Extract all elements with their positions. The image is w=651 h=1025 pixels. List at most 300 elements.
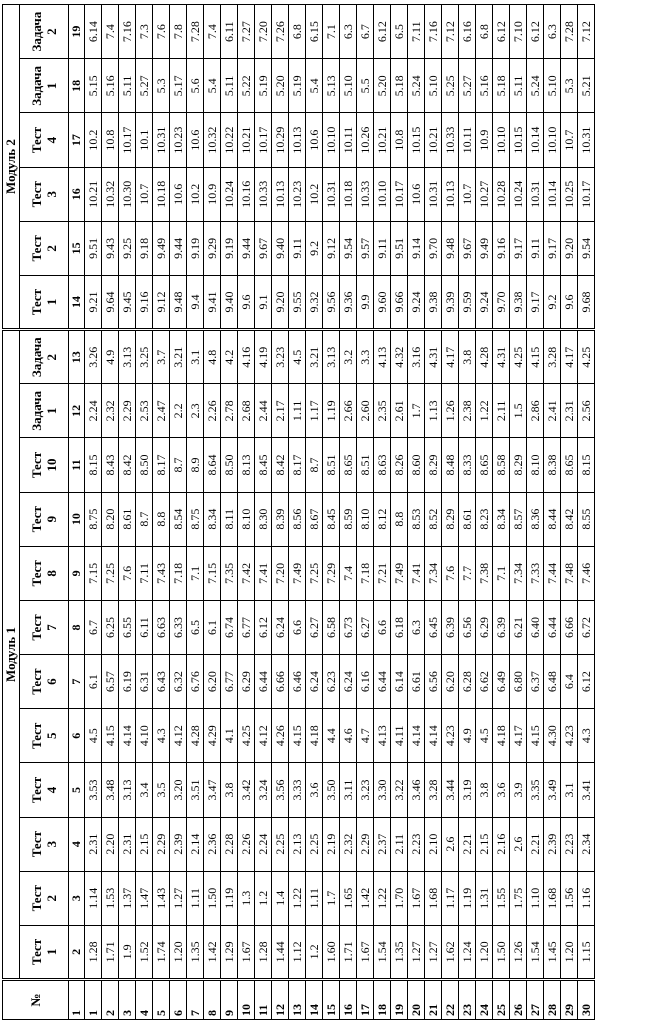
row-number: 20 [408,980,425,1020]
table-cell: 1.22 [289,871,306,925]
table-cell: 6.61 [408,655,425,709]
table-cell: 8.9 [187,438,204,492]
table-cell: 1.20 [561,925,578,979]
table-cell: 9.19 [221,221,238,275]
table-cell: 2.31 [561,384,578,438]
table-cell: 10.9 [476,113,493,167]
column-header [20,59,69,113]
table-cell: 6.49 [493,655,510,709]
table-cell: 10.13 [442,167,459,221]
table-cell: 9.25 [119,221,136,275]
table-cell: 3.7 [153,330,170,384]
table-cell: 8.58 [493,438,510,492]
table-cell: 2.56 [578,384,595,438]
table-cell: 5.22 [238,59,255,113]
table-cell: 8.63 [374,438,391,492]
table-cell: 8.42 [119,438,136,492]
table-cell: 1.27 [408,925,425,979]
table-cell: 9.12 [323,221,340,275]
table-cell: 10.17 [578,167,595,221]
table-cell: 10.17 [119,113,136,167]
table-cell: 8.34 [493,492,510,546]
row-number: 15 [323,980,340,1020]
table-cell: 9.6 [238,275,255,329]
table-cell: 4.19 [255,330,272,384]
table-cell: 8.8 [153,492,170,546]
table-cell: 10.25 [561,167,578,221]
table-cell: 10.26 [357,113,374,167]
table-cell: 5.10 [544,59,561,113]
table-cell: 6.27 [306,600,323,654]
table-cell: 1.67 [408,871,425,925]
table-cell: 6.1 [204,600,221,654]
column-header-number: 2 [44,245,59,252]
table-cell: 8.8 [391,492,408,546]
table-cell: 3.3 [357,330,374,384]
table-cell: 9.70 [493,275,510,329]
column-header-number: 5 [44,732,59,740]
table-cell: 7.1 [323,5,340,59]
table-cell: 8.50 [221,438,238,492]
table-cell: 10.6 [408,167,425,221]
table-cell: 8.12 [374,492,391,546]
table-cell: 1.50 [204,871,221,925]
table-cell: 6.31 [136,655,153,709]
table-cell: 6.5 [187,600,204,654]
table-cell: 5.27 [136,59,153,113]
table-cell: 1.2 [306,925,323,979]
table-cell: 8.38 [544,438,561,492]
table-cell: 2.31 [85,817,102,871]
table-cell: 7.6 [442,546,459,600]
table-cell: 8.45 [323,492,340,546]
table-cell: 9.40 [221,275,238,329]
column-header-title: Тест [29,614,44,641]
row-number: 8 [204,980,221,1020]
table-cell: 6.44 [374,655,391,709]
table-cell: 9.43 [102,221,119,275]
table-cell: 10.17 [255,113,272,167]
table-cell: 8.20 [102,492,119,546]
table-cell: 6.44 [544,600,561,654]
table-cell: 1.7 [323,871,340,925]
table-cell: 1.71 [102,925,119,979]
table-row [425,5,442,1020]
table-cell: 6.56 [425,655,442,709]
table-cell: 1.20 [476,925,493,979]
table-cell: 1.68 [425,871,442,925]
table-cell: 10.32 [204,113,221,167]
table-cell: 10.29 [272,113,289,167]
table-cell: 8.65 [476,438,493,492]
table-row [255,5,272,1020]
table-cell: 3.21 [170,330,187,384]
table-cell: 9.40 [272,221,289,275]
table-cell: 3.8 [221,763,238,817]
table-row [238,5,255,1020]
table-cell: 4.17 [442,330,459,384]
table-cell: 8.7 [136,492,153,546]
table-cell: 9.36 [340,275,357,329]
table-cell: 8.17 [153,438,170,492]
table-cell: 5.20 [374,59,391,113]
table-cell: 10.10 [544,113,561,167]
table-cell: 5.4 [204,59,221,113]
table-cell: 10.17 [391,167,408,221]
row-number: 10 [238,980,255,1020]
table-cell: 10.23 [170,113,187,167]
table-row [544,5,561,1020]
table-cell: 4.28 [476,330,493,384]
column-header-number: 3 [44,840,59,848]
row-number: 27 [527,980,544,1020]
table-cell: 2.26 [204,384,221,438]
table-cell: 4.3 [153,709,170,763]
table-cell: 1.16 [578,871,595,925]
table-cell: 6.14 [85,5,102,59]
index-cell: 14 [69,275,85,329]
table-cell: 6.4 [561,655,578,709]
table-cell: 10.11 [340,113,357,167]
table-cell: 5.13 [323,59,340,113]
table-cell: 5.25 [442,59,459,113]
table-cell: 9.41 [204,275,221,329]
table-cell: 1.35 [391,925,408,979]
table-row [136,5,153,1020]
row-number: 9 [221,980,238,1020]
table-cell: 3.25 [136,330,153,384]
table-cell: 9.67 [459,221,476,275]
table-cell: 10.10 [323,113,340,167]
module-1-header: Модуль 1 [3,330,20,980]
column-header-number: 1 [44,298,59,306]
table-cell: 6.62 [476,655,493,709]
table-cell: 9.17 [527,275,544,329]
table-cell: 3.44 [442,763,459,817]
table-cell: 10.21 [374,113,391,167]
index-cell: 15 [69,221,85,275]
table-cell: 9.38 [510,275,527,329]
table-cell: 10.15 [408,113,425,167]
table-cell: 5.27 [459,59,476,113]
table-cell: 8.61 [119,492,136,546]
table-cell: 8.65 [561,438,578,492]
table-cell: 9.54 [340,221,357,275]
table-cell: 2.6 [442,817,459,871]
table-cell: 4.13 [374,330,391,384]
table-cell: 1.28 [255,925,272,979]
table-cell: 9.11 [374,221,391,275]
table-cell: 6.43 [153,655,170,709]
table-cell: 2.10 [425,817,442,871]
column-header-number: 6 [44,678,59,685]
table-cell: 8.55 [578,492,595,546]
table-cell: 2.17 [272,384,289,438]
table-cell: 4.28 [187,709,204,763]
table-row [289,5,306,1020]
table-cell: 6.6 [374,600,391,654]
column-header-title: Задача [29,66,44,106]
table-cell: 9.24 [476,275,493,329]
column-header-number: 1 [44,948,59,956]
table-cell: 2.66 [340,384,357,438]
table-cell: 2.21 [459,817,476,871]
table-cell: 6.5 [391,5,408,59]
table-row [221,5,238,1020]
table-cell: 6.29 [238,655,255,709]
table-cell: 10.6 [187,113,204,167]
column-header-title: Задача [29,337,44,378]
table-cell: 9.16 [493,221,510,275]
table-cell: 1.44 [272,925,289,979]
table-cell: 6.39 [442,600,459,654]
table-cell: 4.25 [578,330,595,384]
column-header-number: 4 [44,786,59,794]
table-cell: 6.72 [578,600,595,654]
table-cell: 2.32 [340,817,357,871]
column-header-number: 8 [44,570,59,577]
table-cell: 6.29 [476,600,493,654]
column-header-number: 2 [44,353,59,361]
table-cell: 9.2 [306,221,323,275]
table-cell: 1.19 [221,871,238,925]
row-number: 22 [442,980,459,1020]
table-cell: 6.16 [357,655,374,709]
table-cell: 2.26 [238,817,255,871]
index-cell: 16 [69,167,85,221]
table-cell: 3.11 [340,763,357,817]
table-cell: 7.41 [408,546,425,600]
table-cell: 3.23 [272,330,289,384]
table-cell: 2.53 [136,384,153,438]
module-2-header: Модуль 2 [3,5,20,330]
table-cell: 2.19 [323,817,340,871]
table-cell: 6.12 [255,600,272,654]
table-cell: 8.52 [425,492,442,546]
table-cell: 2.29 [153,817,170,871]
table-cell: 2.60 [357,384,374,438]
table-cell: 10.15 [510,113,527,167]
table-cell: 1.4 [272,871,289,925]
table-cell: 6.77 [238,600,255,654]
table-cell: 2.20 [102,817,119,871]
table-cell: 9.21 [85,275,102,329]
table-cell: 6.3 [340,5,357,59]
table-cell: 4.26 [272,709,289,763]
table-cell: 8.67 [306,492,323,546]
table-cell: 4.5 [476,709,493,763]
table-cell: 4.2 [221,330,238,384]
table-cell: 2.61 [391,384,408,438]
column-header [20,221,69,275]
table-row [578,5,595,1020]
column-header [20,438,69,492]
table-cell: 2.31 [119,817,136,871]
table-cell: 4.4 [323,709,340,763]
row-number: 26 [510,980,527,1020]
table-cell: 1.11 [306,871,323,925]
table-cell: 1.68 [544,871,561,925]
table-cell: 10.9 [204,167,221,221]
table-cell: 9.49 [153,221,170,275]
table-cell: 7.44 [544,546,561,600]
table-cell: 6.48 [544,655,561,709]
table-cell: 6.73 [340,600,357,654]
table-cell: 5.4 [306,59,323,113]
table-row [170,5,187,1020]
table-cell: 2.25 [272,817,289,871]
table-cell: 6.63 [153,600,170,654]
table-row [442,5,459,1020]
table-cell: 4.13 [374,709,391,763]
column-header-title: Тест [29,830,44,858]
table-cell: 1.54 [374,925,391,979]
table-row [153,5,170,1020]
table-cell: 1.15 [578,925,595,979]
table-cell: 1.47 [136,871,153,925]
table-cell: 7.11 [408,5,425,59]
column-header [20,925,69,979]
table-cell: 10.1 [136,113,153,167]
table-row [204,5,221,1020]
row-number: 30 [578,980,595,1020]
table-cell: 1.10 [527,871,544,925]
table-cell: 4.30 [544,709,561,763]
table-cell: 5.11 [510,59,527,113]
table-cell: 4.14 [119,709,136,763]
table-cell: 8.51 [323,438,340,492]
table-cell: 8.29 [425,438,442,492]
table-cell: 6.1 [85,655,102,709]
table-cell: 3.6 [493,763,510,817]
table-cell: 8.7 [170,438,187,492]
table-cell: 6.76 [187,655,204,709]
table-cell: 3.28 [425,763,442,817]
table-cell: 9.66 [391,275,408,329]
column-header-title: Тест [29,235,44,262]
table-cell: 2.21 [527,817,544,871]
table-cell: 4.29 [204,709,221,763]
table-cell: 10.24 [510,167,527,221]
table-cell: 8.54 [170,492,187,546]
table-cell: 3.56 [272,763,289,817]
table-cell: 8.13 [238,438,255,492]
column-header-number: 10 [44,458,59,472]
table-cell: 10.7 [561,113,578,167]
table-cell: 6.58 [323,600,340,654]
table-cell: 9.70 [425,221,442,275]
table-cell: 7.16 [425,5,442,59]
table-cell: 4.12 [255,709,272,763]
table-cell: 6.39 [493,600,510,654]
table-cell: 9.64 [102,275,119,329]
table-cell: 2.13 [289,817,306,871]
table-cell: 2.36 [204,817,221,871]
index-cell: 17 [69,113,85,167]
row-number: 18 [374,980,391,1020]
table-cell: 6.8 [289,5,306,59]
table-cell: 9.54 [578,221,595,275]
table-cell: 6.21 [510,600,527,654]
table-cell: 2.16 [493,817,510,871]
table-cell: 9.60 [374,275,391,329]
table-cell: 7.26 [272,5,289,59]
table-cell: 6.44 [255,655,272,709]
table-cell: 8.39 [272,492,289,546]
column-header-title: Тест [29,506,44,533]
table-cell: 9.17 [510,221,527,275]
table-cell: 4.16 [238,330,255,384]
table-cell: 3.49 [544,763,561,817]
index-cell: 13 [69,330,85,384]
table-cell: 6.23 [323,655,340,709]
table-cell: 10.30 [119,167,136,221]
column-header-title: Тест [29,722,44,749]
table-cell: 9.11 [289,221,306,275]
table-cell: 9.19 [187,221,204,275]
table-cell: 1.43 [153,871,170,925]
table-cell: 1.37 [119,871,136,925]
column-header [20,817,69,871]
row-number: 1 [85,980,102,1020]
table-cell: 9.2 [544,275,561,329]
table-cell: 2.24 [255,817,272,871]
table-cell: 10.33 [255,167,272,221]
table-cell: 1.53 [102,871,119,925]
table-cell: 1.19 [323,384,340,438]
table-cell: 7.4 [340,546,357,600]
table-cell: 7.28 [561,5,578,59]
table-cell: 4.12 [170,709,187,763]
table-cell: 7.4 [102,5,119,59]
table-cell: 8.36 [527,492,544,546]
table-cell: 10.10 [374,167,391,221]
table-cell: 4.17 [510,709,527,763]
table-cell: 9.6 [561,275,578,329]
table-cell: 2.37 [374,817,391,871]
table-cell: 10.18 [153,167,170,221]
table-cell: 9.11 [527,221,544,275]
table-cell: 5.20 [272,59,289,113]
table-cell: 9.12 [153,275,170,329]
table-cell: 7.6 [153,5,170,59]
table-cell: 2.44 [255,384,272,438]
table-cell: 5.24 [408,59,425,113]
table-row [374,5,391,1020]
table-cell: 5.3 [153,59,170,113]
table-cell: 6.28 [459,655,476,709]
table-cell: 2.23 [408,817,425,871]
table-cell: 6.19 [119,655,136,709]
table-cell: 5.15 [85,59,102,113]
table-cell: 4.7 [357,709,374,763]
table-cell: 7.46 [578,546,595,600]
table-cell: 6.66 [561,600,578,654]
table-cell: 2.6 [510,817,527,871]
table-cell: 9.29 [204,221,221,275]
column-header [20,763,69,817]
table-cell: 7.33 [527,546,544,600]
column-index-row [69,5,85,1020]
table-cell: 6.7 [85,600,102,654]
table-cell: 8.34 [204,492,221,546]
table-cell: 9.51 [391,221,408,275]
row-number: 21 [425,980,442,1020]
table-cell: 1.22 [374,871,391,925]
table-cell: 3.46 [408,763,425,817]
table-cell: 10.10 [493,113,510,167]
table-cell: 7.20 [255,5,272,59]
